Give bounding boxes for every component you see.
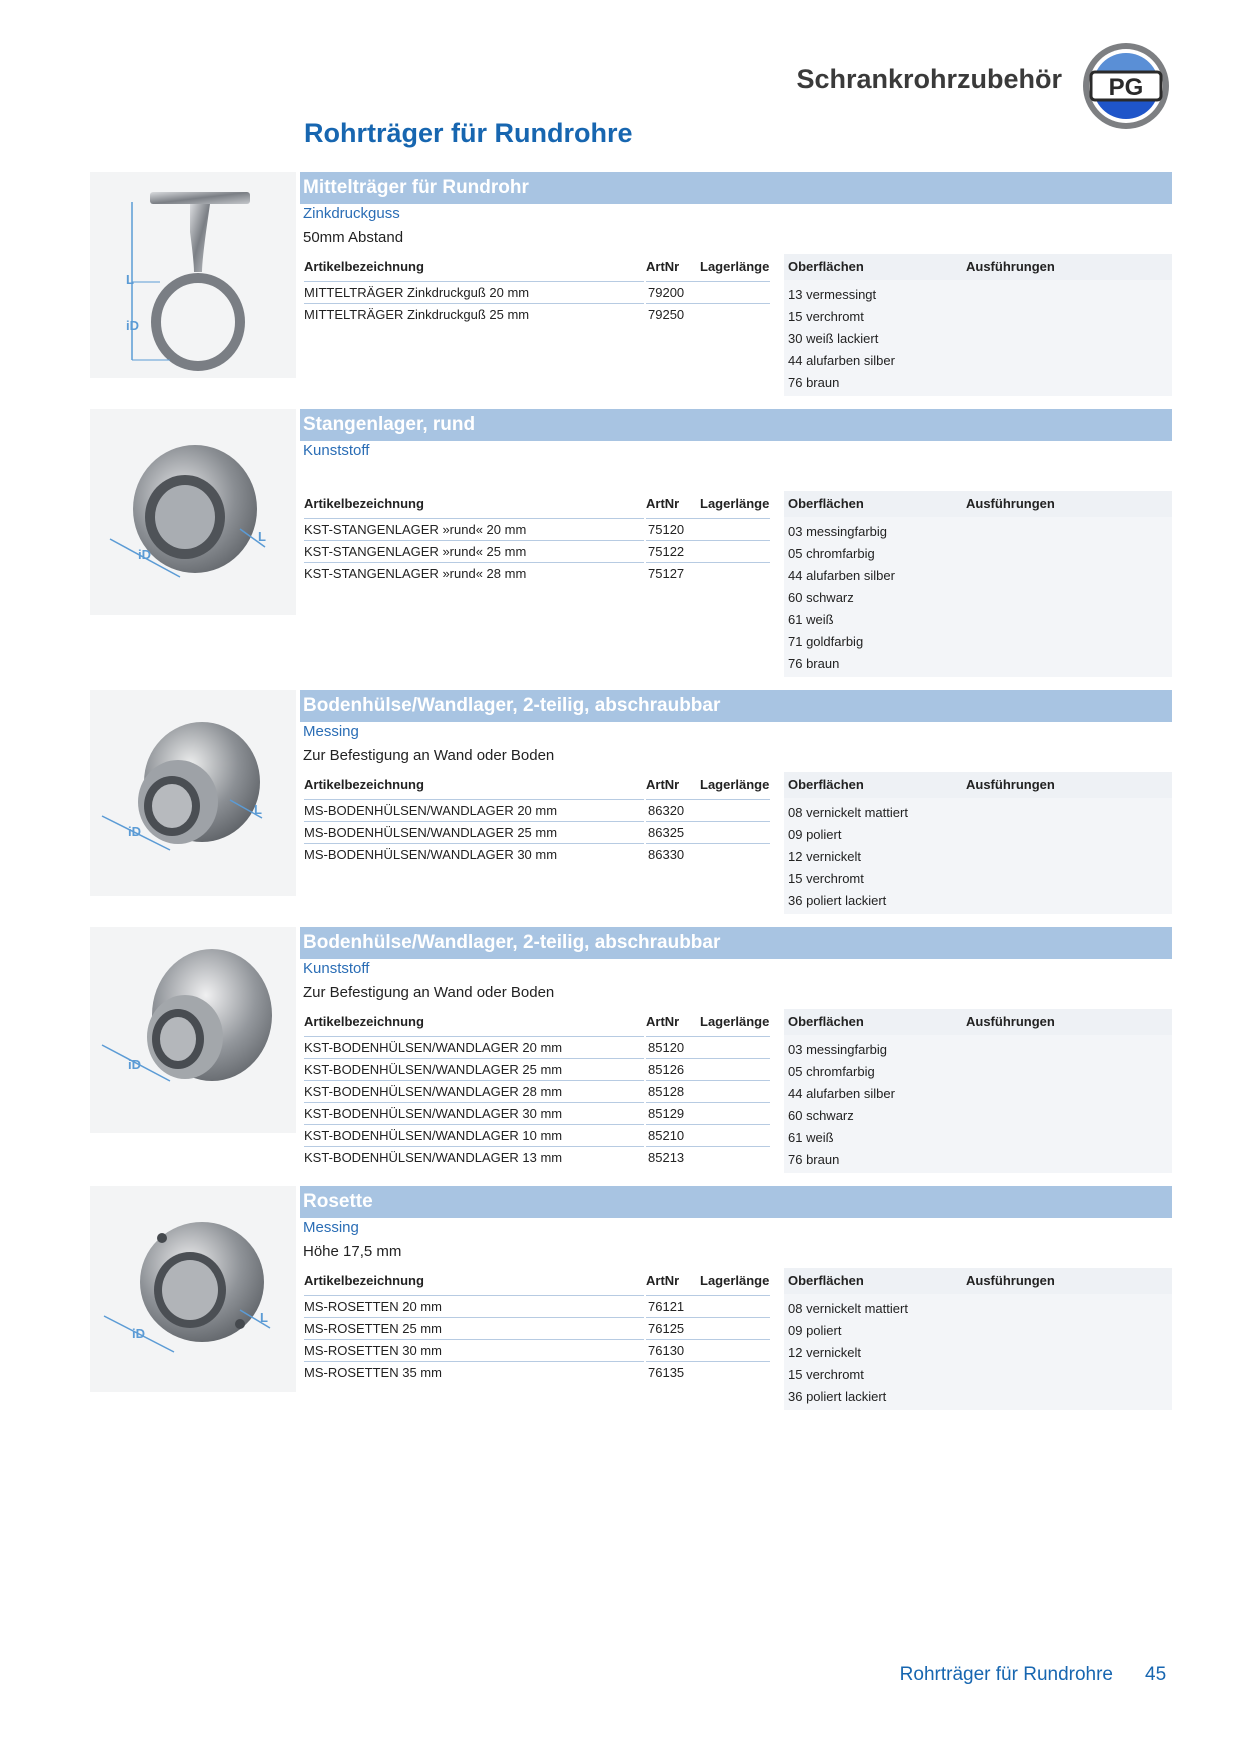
surface-item: 15 verchromt	[788, 1367, 864, 1382]
product-section	[90, 690, 1172, 914]
table-row	[302, 1080, 774, 1102]
surface-item: 61 weiß	[788, 612, 834, 627]
svg-text:iD: iD	[126, 318, 139, 333]
article-name: KST-STANGENLAGER »rund« 20 mm	[304, 518, 644, 541]
col-ausfuehrungen: Ausführungen	[966, 1273, 1055, 1288]
section-note: Höhe 17,5 mm	[303, 1243, 402, 1260]
surface-item: 60 schwarz	[788, 590, 854, 605]
surface-item: 36 poliert lackiert	[788, 1389, 887, 1404]
svg-text:iD: iD	[138, 547, 151, 562]
surface-list	[784, 1294, 1172, 1410]
svg-text:iD: iD	[128, 1057, 141, 1072]
col-artnr: ArtNr	[646, 1014, 680, 1029]
section-material: Messing	[303, 1219, 359, 1236]
table-row	[302, 1339, 774, 1361]
article-name: MS-ROSETTEN 25 mm	[304, 1317, 644, 1340]
product-section	[90, 1186, 1172, 1412]
product-image	[90, 1186, 296, 1392]
table-header	[302, 1268, 1172, 1294]
section-title: Stangenlager, rund	[300, 409, 1172, 441]
article-number: 85126	[646, 1058, 770, 1081]
table-row	[302, 821, 774, 843]
article-name: MS-ROSETTEN 35 mm	[304, 1361, 644, 1384]
table-row	[302, 1102, 774, 1124]
section-note: 50mm Abstand	[303, 229, 404, 246]
surface-list	[784, 517, 1172, 677]
surface-item: 76 braun	[788, 375, 840, 390]
col-artikelbezeichnung: Artikelbezeichnung	[304, 1273, 424, 1288]
article-list	[302, 1295, 774, 1383]
table-row	[302, 1295, 774, 1317]
product-section	[90, 172, 1172, 394]
product-image	[90, 690, 296, 896]
article-name: KST-BODENHÜLSEN/WANDLAGER 10 mm	[304, 1124, 644, 1147]
article-name: MS-ROSETTEN 30 mm	[304, 1339, 644, 1362]
col-artnr: ArtNr	[646, 496, 680, 511]
table-header	[302, 491, 1172, 517]
page-number: 45	[1145, 1664, 1167, 1685]
col-oberflaechen: Oberflächen	[788, 259, 864, 274]
section-material: Kunststoff	[303, 442, 370, 459]
col-artikelbezeichnung: Artikelbezeichnung	[304, 259, 424, 274]
surface-item: 05 chromfarbig	[788, 546, 875, 561]
article-name: KST-BODENHÜLSEN/WANDLAGER 20 mm	[304, 1036, 644, 1059]
surface-item: 36 poliert lackiert	[788, 893, 887, 908]
surface-item: 44 alufarben silber	[788, 353, 895, 368]
surface-item: 76 braun	[788, 1152, 840, 1167]
col-ausfuehrungen: Ausführungen	[966, 496, 1055, 511]
article-name: MITTELTRÄGER Zinkdruckguß 20 mm	[304, 281, 644, 304]
surface-item: 12 vernickelt	[788, 1345, 861, 1360]
table-header	[302, 1009, 1172, 1035]
section-material: Messing	[303, 723, 359, 740]
surface-item: 44 alufarben silber	[788, 1086, 895, 1101]
table-row	[302, 518, 774, 540]
surface-item: 03 messingfarbig	[788, 1042, 887, 1057]
col-lagerlaenge: Lagerlänge	[700, 1014, 770, 1029]
surface-item: 30 weiß lackiert	[788, 331, 879, 346]
page-title: Rohrträger für Rundrohre	[304, 118, 633, 148]
table-row	[302, 1124, 774, 1146]
col-artnr: ArtNr	[646, 777, 680, 792]
col-lagerlaenge: Lagerlänge	[700, 777, 770, 792]
surface-item: 03 messingfarbig	[788, 524, 887, 539]
table-row	[302, 843, 774, 865]
article-number: 79250	[646, 303, 770, 326]
article-number: 76130	[646, 1339, 770, 1362]
article-name: KST-BODENHÜLSEN/WANDLAGER 30 mm	[304, 1102, 644, 1125]
article-number: 76121	[646, 1295, 770, 1318]
col-oberflaechen: Oberflächen	[788, 1014, 864, 1029]
table-row	[302, 1146, 774, 1168]
footer-section-name: Rohrträger für Rundrohre	[899, 1664, 1113, 1685]
section-title: Mittelträger für Rundrohr	[300, 172, 1172, 204]
article-number: 86330	[646, 843, 770, 866]
article-number: 85120	[646, 1036, 770, 1059]
col-oberflaechen: Oberflächen	[788, 496, 864, 511]
section-material: Zinkdruckguss	[303, 205, 400, 222]
article-number: 75120	[646, 518, 770, 541]
table-header	[302, 254, 1172, 280]
section-note: Zur Befestigung an Wand oder Boden	[303, 984, 555, 1001]
svg-text:L: L	[126, 272, 134, 287]
col-lagerlaenge: Lagerlänge	[700, 496, 770, 511]
svg-text:PG: PG	[1108, 74, 1144, 101]
svg-text:iD: iD	[128, 824, 141, 839]
col-artikelbezeichnung: Artikelbezeichnung	[304, 1014, 424, 1029]
svg-text:L: L	[258, 529, 266, 544]
article-number: 85210	[646, 1124, 770, 1147]
article-name: MS-BODENHÜLSEN/WANDLAGER 20 mm	[304, 799, 644, 822]
col-lagerlaenge: Lagerlänge	[700, 259, 770, 274]
article-number: 85129	[646, 1102, 770, 1125]
article-name: MS-BODENHÜLSEN/WANDLAGER 25 mm	[304, 821, 644, 844]
surface-item: 13 vermessingt	[788, 287, 877, 302]
section-title: Bodenhülse/Wandlager, 2-teilig, abschraubbar	[300, 927, 1172, 959]
surface-item: 44 alufarben silber	[788, 568, 895, 583]
article-number: 79200	[646, 281, 770, 304]
table-row	[302, 799, 774, 821]
product-section	[90, 927, 1172, 1173]
article-name: KST-BODENHÜLSEN/WANDLAGER 25 mm	[304, 1058, 644, 1081]
svg-text:L: L	[254, 802, 262, 817]
section-title: Rosette	[300, 1186, 1172, 1218]
surface-item: 08 vernickelt mattiert	[788, 805, 908, 820]
page-category: Schrankrohrzubehör	[796, 64, 1062, 94]
surface-list	[784, 1035, 1172, 1173]
article-number: 75127	[646, 562, 770, 585]
article-list	[302, 518, 774, 584]
article-name: KST-BODENHÜLSEN/WANDLAGER 28 mm	[304, 1080, 644, 1103]
surface-list	[784, 280, 1172, 396]
col-artnr: ArtNr	[646, 259, 680, 274]
surface-item: 05 chromfarbig	[788, 1064, 875, 1079]
article-name: MS-ROSETTEN 20 mm	[304, 1295, 644, 1318]
product-image	[90, 172, 296, 378]
surface-item: 15 verchromt	[788, 309, 864, 324]
col-ausfuehrungen: Ausführungen	[966, 259, 1055, 274]
surface-item: 15 verchromt	[788, 871, 864, 886]
col-ausfuehrungen: Ausführungen	[966, 1014, 1055, 1029]
surface-item: 09 poliert	[788, 1323, 842, 1338]
col-oberflaechen: Oberflächen	[788, 777, 864, 792]
article-number: 75122	[646, 540, 770, 563]
section-note: Zur Befestigung an Wand oder Boden	[303, 747, 555, 764]
article-list	[302, 799, 774, 865]
table-row	[302, 281, 774, 303]
article-number: 86325	[646, 821, 770, 844]
product-section	[90, 409, 1172, 677]
table-row	[302, 303, 774, 325]
col-artnr: ArtNr	[646, 1273, 680, 1288]
article-number: 85213	[646, 1146, 770, 1169]
table-row	[302, 1361, 774, 1383]
surface-item: 61 weiß	[788, 1130, 834, 1145]
surface-item: 09 poliert	[788, 827, 842, 842]
article-list	[302, 281, 774, 325]
article-name: KST-STANGENLAGER »rund« 28 mm	[304, 562, 644, 585]
surface-item: 71 goldfarbig	[788, 634, 864, 649]
article-number: 76135	[646, 1361, 770, 1384]
surface-item: 08 vernickelt mattiert	[788, 1301, 908, 1316]
table-header	[302, 772, 1172, 798]
product-image	[90, 927, 296, 1133]
article-name: MITTELTRÄGER Zinkdruckguß 25 mm	[304, 303, 644, 326]
section-title: Bodenhülse/Wandlager, 2-teilig, abschraubbar	[300, 690, 1172, 722]
table-row	[302, 1036, 774, 1058]
table-row	[302, 540, 774, 562]
article-number: 76125	[646, 1317, 770, 1340]
article-number: 85128	[646, 1080, 770, 1103]
col-artikelbezeichnung: Artikelbezeichnung	[304, 496, 424, 511]
surface-item: 12 vernickelt	[788, 849, 861, 864]
col-ausfuehrungen: Ausführungen	[966, 777, 1055, 792]
surface-item: 76 braun	[788, 656, 840, 671]
surface-list	[784, 798, 1172, 914]
section-material: Kunststoff	[303, 960, 370, 977]
table-row	[302, 1317, 774, 1339]
table-row	[302, 1058, 774, 1080]
table-row	[302, 562, 774, 584]
col-lagerlaenge: Lagerlänge	[700, 1273, 770, 1288]
article-number: 86320	[646, 799, 770, 822]
surface-item: 60 schwarz	[788, 1108, 854, 1123]
article-name: MS-BODENHÜLSEN/WANDLAGER 30 mm	[304, 843, 644, 866]
pg-logo	[1080, 40, 1172, 132]
svg-text:iD: iD	[132, 1326, 145, 1341]
article-name: KST-STANGENLAGER »rund« 25 mm	[304, 540, 644, 563]
col-artikelbezeichnung: Artikelbezeichnung	[304, 777, 424, 792]
col-oberflaechen: Oberflächen	[788, 1273, 864, 1288]
svg-text:L: L	[260, 1310, 268, 1325]
article-list	[302, 1036, 774, 1168]
product-image	[90, 409, 296, 615]
article-name: KST-BODENHÜLSEN/WANDLAGER 13 mm	[304, 1146, 644, 1169]
